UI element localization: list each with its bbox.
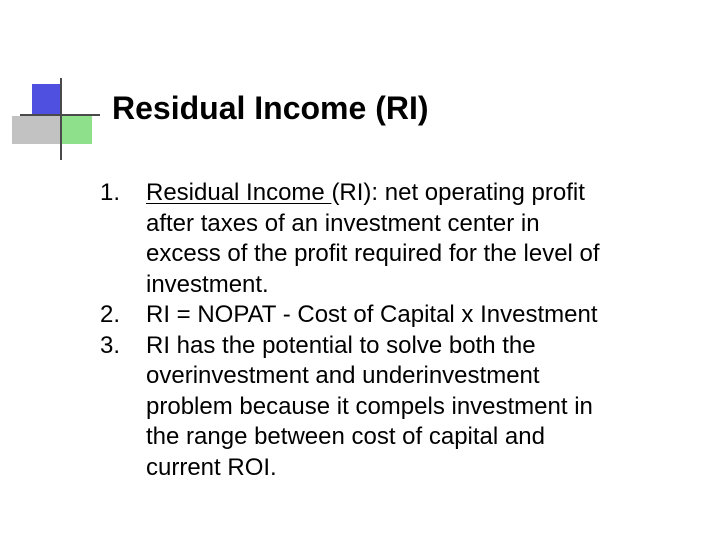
residual-income-term: Residual Income	[146, 179, 332, 206]
bullet-list	[100, 178, 700, 483]
list-item	[100, 300, 700, 331]
list-item-number: 1.	[100, 179, 121, 206]
ri-benefit-text: RI has the potential to solve both the overinvestment and underinvestment problem because it compels investment in the range between cost of capital and current ROI.	[146, 331, 593, 481]
ri-formula-text: RI = NOPAT - Cost of Capital x Investment	[146, 301, 598, 328]
residual-income-definition: (RI): net operating profit after taxes of an investment center in excess of the profit required for the level of investment.	[146, 179, 600, 298]
list-item-number: 2.	[100, 301, 121, 328]
list-item-number: 3.	[100, 331, 121, 359]
slide-title: Residual Income (RI)	[112, 90, 429, 126]
logo-blue-square	[32, 84, 62, 114]
list-item	[100, 331, 700, 484]
logo-green-square	[62, 116, 92, 144]
logo-gray-square	[12, 116, 60, 144]
list-item	[100, 178, 700, 300]
list-item-text	[146, 178, 700, 300]
slide-logo-decoration	[0, 0, 110, 170]
